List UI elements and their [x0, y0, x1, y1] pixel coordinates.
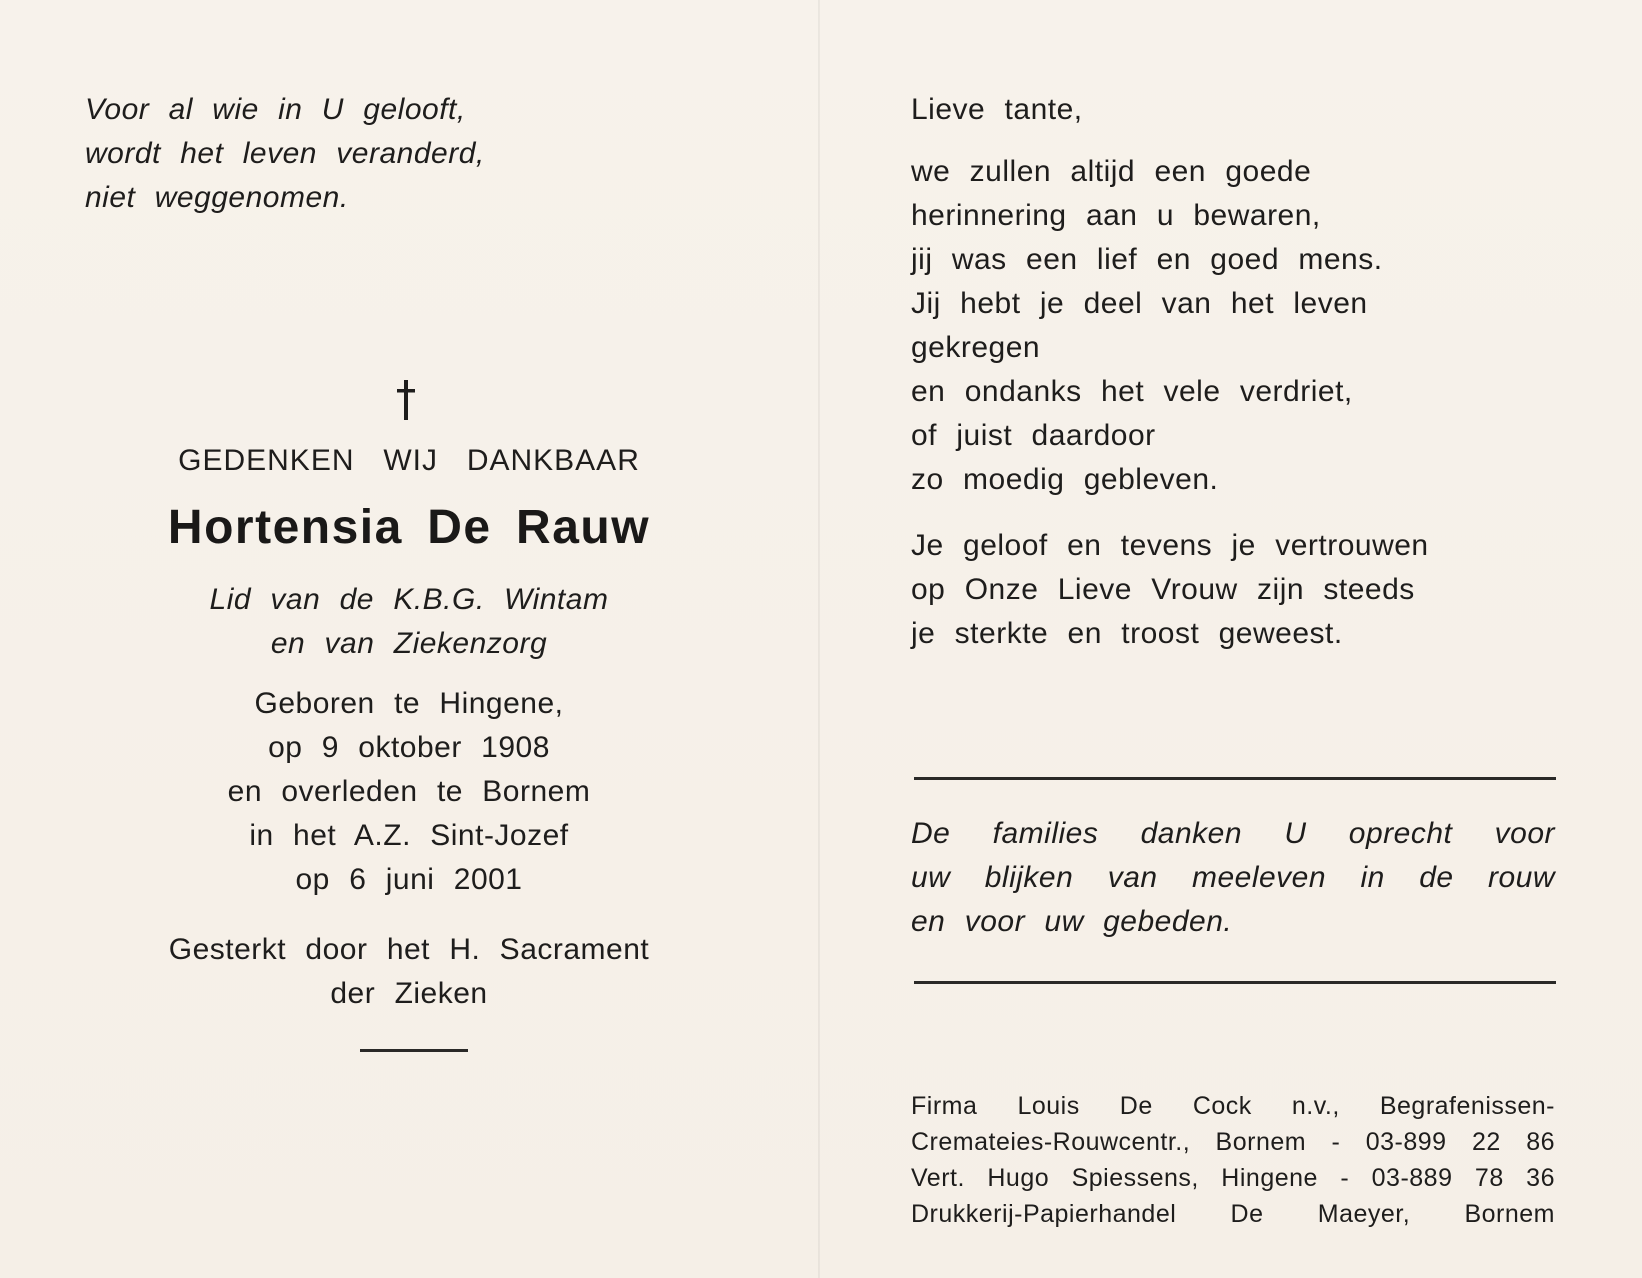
left-panel: [0, 0, 818, 1278]
printer-credits: [911, 1088, 1555, 1232]
birth-death-line: op 6 juni 2001: [295, 863, 523, 896]
sacrament-line: Gesterkt door het H. Sacrament: [168, 933, 650, 966]
thanks-line: en voor uw gebeden.: [911, 905, 1233, 938]
dedication-heading: GEDENKEN WIJ DANKBAAR: [178, 444, 640, 477]
motto-line: Voor al wie in U gelooft,: [85, 93, 466, 126]
divider: [360, 1049, 468, 1052]
birth-death-line: in het A.Z. Sint-Jozef: [249, 819, 569, 852]
sacrament-note: [0, 928, 818, 1016]
birth-death-line: op 9 oktober 1908: [268, 731, 550, 764]
membership-line: en van Ziekenzorg: [270, 627, 548, 660]
birth-death-details: [0, 682, 818, 902]
divider: [914, 981, 1556, 984]
poem-line: zo moedig gebleven.: [911, 463, 1219, 496]
poem-line: en ondanks het vele verdriet,: [911, 375, 1353, 408]
thanks-line: De families danken U oprecht voor: [911, 817, 1555, 850]
poem-line: we zullen altijd een goede: [911, 155, 1312, 188]
motto-line: niet weggenomen.: [85, 181, 349, 214]
birth-death-line: en overleden te Bornem: [227, 775, 591, 808]
motto: [85, 88, 485, 220]
deceased-name: Hortensia De Rauw: [167, 501, 651, 554]
motto-line: wordt het leven veranderd,: [85, 137, 485, 170]
poem-line: herinnering aan u bewaren,: [911, 199, 1321, 232]
birth-death-line: Geboren te Hingene,: [254, 687, 564, 720]
printer-line: Drukkerij-Papierhandel De Maeyer, Bornem: [911, 1200, 1555, 1228]
right-panel: [820, 0, 1642, 1278]
salutation: Lieve tante,: [911, 93, 1083, 126]
poem-stanza: [911, 150, 1383, 502]
family-thanks: [911, 812, 1555, 944]
poem-line: Jij hebt je deel van het leven: [911, 287, 1368, 320]
poem-line: je sterkte en troost geweest.: [911, 617, 1343, 650]
printer-line: Firma Louis De Cock n.v., Begrafenissen-: [911, 1092, 1555, 1120]
poem-stanza: [911, 524, 1429, 656]
poem-line: jij was een lief en goed mens.: [911, 243, 1383, 276]
poem-line: of juist daardoor: [911, 419, 1156, 452]
divider: [914, 777, 1556, 780]
sacrament-line: der Zieken: [330, 977, 488, 1010]
membership-line: Lid van de K.B.G. Wintam: [209, 583, 609, 616]
poem-line: op Onze Lieve Vrouw zijn steeds: [911, 573, 1415, 606]
cross-icon: [391, 380, 421, 420]
poem-line: gekregen: [911, 331, 1041, 364]
poem-line: Je geloof en tevens je vertrouwen: [911, 529, 1429, 562]
printer-line: Cremateies-Rouwcentr., Bornem - 03-899 22 86: [911, 1128, 1555, 1156]
printer-line: Vert. Hugo Spiessens, Hingene - 03-889 78 36: [911, 1164, 1555, 1192]
membership: [0, 578, 818, 666]
thanks-line: uw blijken van meeleven in de rouw: [911, 861, 1555, 894]
